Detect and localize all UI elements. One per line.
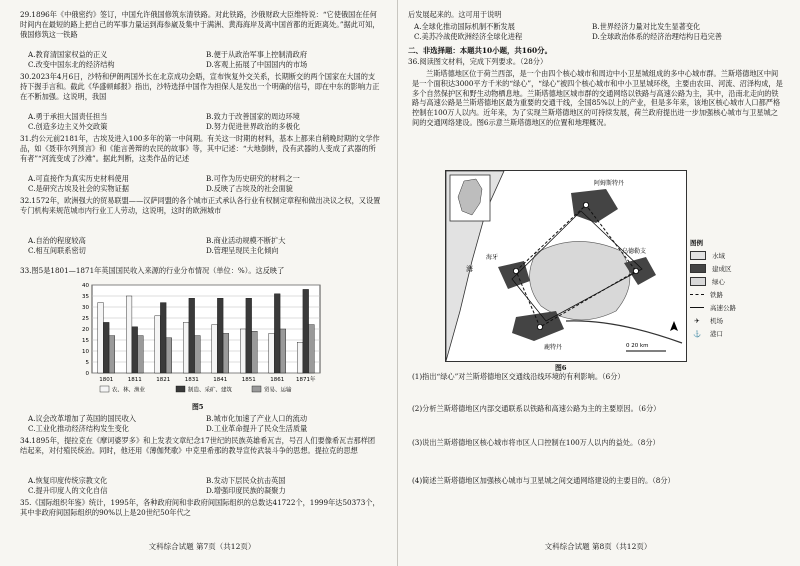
bar (274, 294, 280, 373)
y-tick-label: 40 (82, 283, 89, 289)
sub-question-1: (1)指出“绿心”对兰斯塔德地区交通线沿线环境的有利影响。（6分） (412, 372, 625, 381)
legend-swatch (690, 294, 704, 295)
green-heart-area (530, 241, 630, 319)
sub-question-3: (3)说出兰斯塔德地区核心城市将市区人口控制在100万人以内的益处。（8分） (412, 438, 660, 447)
option-a: A.议会改革增加了英国的国民收入 (28, 414, 137, 423)
page-7 (6, 0, 398, 566)
x-tick-label: 1821 (156, 377, 171, 383)
y-tick-label: 5 (85, 360, 89, 366)
option-b: B.世界经济力量对比发生显著变化 (592, 22, 701, 31)
legend-label: 机场 (710, 317, 723, 325)
bar (240, 329, 246, 373)
bar (138, 336, 144, 373)
port-icon: ⚓ (692, 329, 702, 338)
page-8 (402, 0, 794, 566)
x-tick-label: 1811 (127, 377, 142, 383)
legend-label: 港口 (710, 330, 723, 338)
option-d: D.反映了古埃及的社会面貌 (206, 183, 293, 193)
bar (269, 333, 275, 373)
option-d: D.全球政治体系的经济治理结构日趋完善 (592, 31, 722, 41)
bar (303, 289, 309, 373)
option-d: D.管理呈现民主化倾向 (206, 245, 279, 255)
bar (212, 325, 218, 373)
bar (103, 322, 109, 373)
option-b: B.商业活动规模不断扩大 (206, 236, 286, 245)
bar (217, 298, 223, 373)
legend-swatch (690, 307, 704, 308)
bar (160, 303, 166, 373)
legend-item-highway (690, 301, 776, 314)
figure-6-caption: 图6 (555, 364, 567, 372)
option-d: D.工业革命提升了民众生活质量 (206, 423, 308, 433)
figure-5-caption: 图5 (192, 403, 204, 411)
question-31-options (28, 174, 384, 194)
legend-label: 绿心 (712, 278, 725, 286)
question-29-options (28, 50, 384, 70)
question-35-options (414, 22, 770, 42)
y-tick-label: 20 (82, 327, 89, 333)
figure-5-bar-chart (70, 279, 330, 399)
figure-6-map (445, 170, 687, 362)
option-a: A.勇于承担大国责任担当 (28, 112, 108, 121)
y-tick-label: 15 (82, 338, 89, 344)
y-tick-label: 25 (82, 316, 89, 322)
option-c: C.相互间联系密切 (28, 245, 86, 255)
option-a: A.全球化推动国际机制不断发展 (414, 22, 515, 31)
legend-label: 贸易、运输 (264, 387, 292, 394)
x-tick-label: 1831 (184, 377, 199, 383)
option-b: B.便于从政治军事上控制清政府 (206, 50, 308, 59)
legend-swatch (690, 277, 706, 286)
core-city-marker (537, 324, 542, 329)
option-b: B.致力于改善国家的周边环境 (206, 112, 300, 121)
sub-question-2: (2)分析兰斯塔德地区内部交通联系以铁路和高速公路为主的主要原因。（6分） (412, 404, 661, 413)
legend-swatch (176, 386, 185, 392)
legend-item-green-heart (690, 275, 776, 288)
bar (252, 331, 258, 373)
core-city-marker (513, 268, 518, 273)
core-city-marker (633, 268, 638, 273)
map-label-amsterdam: 阿姆斯特丹 (594, 180, 625, 187)
option-c: C.提升印度人的文化自信 (28, 485, 108, 495)
option-d: D.增强印度民族的凝聚力 (206, 485, 286, 495)
bar (280, 329, 286, 373)
map-label-sea: 海 (466, 265, 473, 273)
question-32: 32.1572年，欧洲强大的贸易联盟——汉萨同盟的各个城市正式承认各行业有权制定章程和做出决议之权，又设置专门机构来规范城市内行业工人劳动，这说明，这时的欧洲城市 (20, 196, 381, 215)
question-36-heading: 36.阅读图文材料，完成下列要求。（28分） (408, 57, 548, 66)
y-tick-label: 0 (85, 371, 89, 377)
bar (98, 303, 104, 373)
bar (183, 322, 189, 373)
x-tick-label: 1841 (213, 377, 228, 383)
option-a: A.恢复印度传统宗教文化 (28, 476, 108, 485)
legend-swatch (690, 251, 706, 260)
option-c: C.美苏冷战使欧洲经济全球化进程 (414, 31, 523, 41)
question-34-options (28, 476, 384, 496)
y-tick-label: 30 (82, 305, 89, 311)
bar (155, 316, 161, 373)
option-c: C.是研究古埃及社会的实物证据 (28, 183, 129, 193)
question-33-options (28, 414, 384, 434)
legend-label: 高速公路 (710, 304, 736, 312)
legend-swatch (252, 386, 261, 392)
question-36-material: 兰斯塔德地区位于荷兰西部，是一个由四个核心城市和周边中小卫星城组成的多中心城市群。兰斯塔德地区中间是一个面积达3000平方千米的“绿心”，“绿心”被四个核心城市和中小卫星城环绕，主要由农田、河流、沼泽构成，是多个自然保护区和野生动物栖息地。兰斯塔德地区城市群的交通网络以铁路与高速公路为主，其中，沿南北走向的铁路与高速公路是兰斯塔德地区最为重要的交通干线，全国85%以上的产业，但是多年来，该地区核心城市人口都严格控制在100万人以内。近年来，为了实现兰斯塔德地区的可持续发展，荷兰政府提出进一步加强核心城市与卫星城之间的交通网络建设。图6示意兰斯塔德地区的位置和地理概况。 (412, 69, 783, 127)
bar (109, 336, 115, 373)
sub-question-4: (4)简述兰斯塔德地区加强核心城市与卫星城之间交通网络建设的主要目的。（8分） (412, 476, 675, 485)
bar (166, 338, 172, 373)
option-b: B.城市化加速了产业人口的流动 (206, 414, 308, 423)
y-tick-label: 35 (82, 294, 89, 300)
question-34: 34.1895年，提拉克在《摩诃婆罗多》和上发表文章纪念17世纪的民族英雄希瓦吉，号召人们要像希瓦吉那样团结起来，对付殖民统治。同时，他还用《薄伽梵歌》中克里希那的教导宣传武装斗争的思想。提拉克的思想 (20, 436, 376, 455)
bar (189, 298, 195, 373)
option-a: A.自治的程度较高 (28, 236, 86, 245)
legend-label: 水域 (712, 252, 725, 260)
airport-icon: ✈ (694, 316, 700, 325)
bar (309, 325, 315, 373)
page-footer: 文科综合试题 第8页（共12页） (544, 542, 652, 551)
y-tick-label: 10 (82, 349, 89, 355)
option-c: C.工业化推动经济结构发生变化 (28, 423, 129, 433)
legend-swatch (100, 386, 109, 392)
legend-item-airport (690, 314, 776, 327)
legend-item-port (690, 327, 776, 340)
bar (223, 333, 229, 373)
legend-swatch (690, 264, 706, 273)
question-35: 35.《国际组织年鉴》统计，1995年，各种政府间和非政府间国际组织的总数达41722个，1999年达50373个，其中非政府间国际组织的90%以上是20世纪50年代之 (20, 498, 380, 517)
question-30-options (28, 112, 384, 132)
section-heading: 二、非选择题：本题共10小题，共160分。 (408, 46, 552, 55)
map-label-hague: 海牙 (486, 254, 499, 261)
bar (126, 296, 132, 373)
legend-item-built-up (690, 262, 776, 275)
x-tick-label: 1871年 (296, 377, 316, 383)
map-legend (690, 236, 776, 340)
map-label-rotterdam: 鹿特丹 (544, 344, 563, 351)
option-a: A.可直接作为真实历史材料使用 (28, 174, 129, 183)
core-city-marker (583, 202, 588, 207)
scale-label: 0 20 km (626, 343, 649, 349)
option-a: A.教育清国家权益的正义 (28, 50, 108, 59)
legend-item-railway (690, 288, 776, 301)
legend-title: 图例 (690, 239, 703, 247)
option-b: B.可作为历史研究的材料之一 (206, 174, 300, 183)
option-d: D.客观上拓展了中国国内的市场 (206, 59, 308, 69)
option-c: C.创造多边主义外交政策 (28, 121, 108, 131)
question-31: 31.约公元前2181年，古埃及进入100多年的第一中间期。有关这一时期的材料，基本上都来自稍晚时期的文学作品，如《聂菲尔列预言》和《能言善辩的农民的故事》等，其中记述：“大地倒转，没有武器的人变成了武器的所有者”“河流变成了沙滩”。据此判断，这类作品的记述 (20, 134, 380, 163)
legend-label: 制造、采矿、建筑 (188, 387, 233, 394)
question-32-options (28, 236, 384, 256)
x-tick-label: 1851 (241, 377, 256, 383)
option-d: D.努力促进世界政治的多极化 (206, 121, 301, 131)
legend-item-water (690, 249, 776, 262)
option-c: C.改变中国东北的经济结构 (28, 59, 115, 69)
question-35-continued: 后发展起来的。这可用于说明 (408, 10, 502, 19)
bar (132, 327, 138, 373)
page-footer: 文科综合试题 第7页（共12页） (148, 542, 256, 551)
question-29: 29.1896年《中俄密约》签订，中国允许俄国修筑东清铁路。对此铁路，沙俄财政大臣维特说：“它使俄国在任何时间内在最短的路上把自己的军事力量运到海参崴及集中于满洲、黄海海岸及离中国首都的近距离处。”据此可知，俄国修筑这一铁路 (20, 10, 380, 39)
map-label-utrecht: 乌德勒支 (622, 248, 647, 255)
bar (195, 336, 201, 373)
question-30: 30.2023年4月6日，沙特和伊朗两国外长在北京成功会晤，宣布恢复外交关系，长期断交的两个国家在大国的支持下握手言和。截此《华盛顿邮报》指出，沙特选择中国作为担保人是发出一个明确的信号，即在中东的影响力正在不断加强。这说明，我国 (20, 72, 380, 101)
x-tick-label: 1861 (270, 377, 285, 383)
x-tick-label: 1801 (99, 377, 114, 383)
option-b: B.发动下层民众抗击英国 (206, 476, 286, 485)
legend-label: 建成区 (712, 265, 732, 273)
legend-label: 铁路 (710, 291, 723, 299)
legend-label: 农、林、渔业 (112, 387, 146, 394)
bar (297, 342, 303, 373)
question-33: 33.图5是1801—1871年英国国民收入来源的行业分布情况（单位：%）。这反映了 (20, 266, 285, 275)
bar (246, 298, 252, 373)
